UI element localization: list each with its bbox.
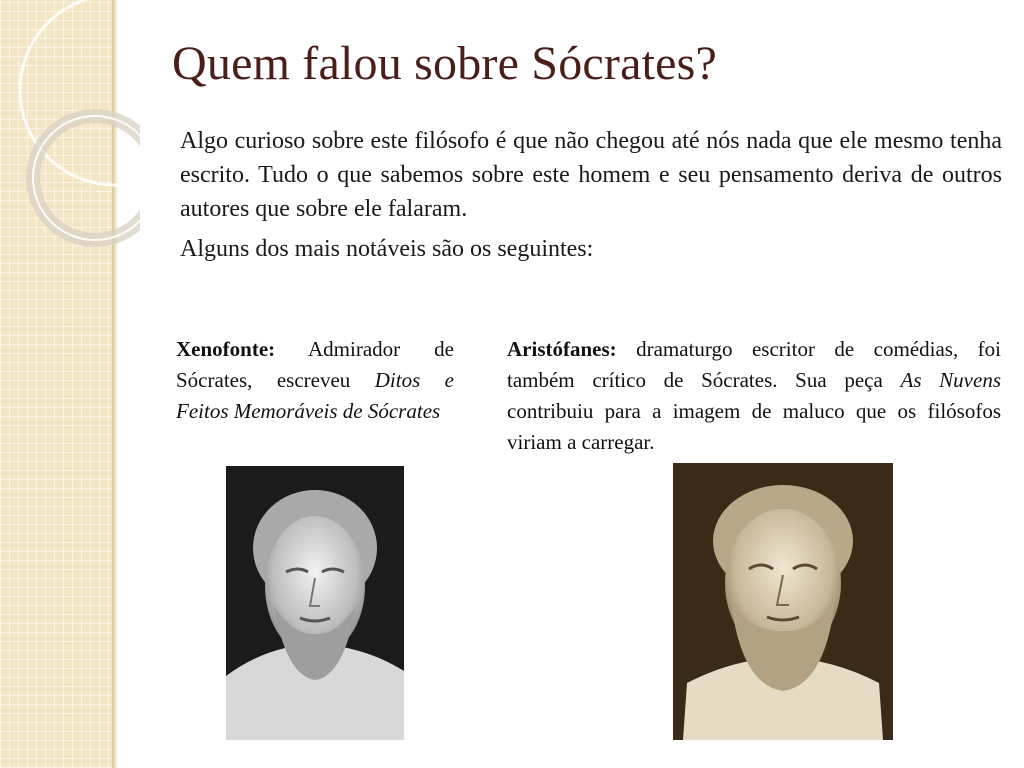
intro-paragraph: Algo curioso sobre este filósofo é que não chegou até nós nada que ele mesmo tenha escrito. Tudo o que sabemos sobre este homem e seu pensamento deriva de outros autores que sobre ele falaram. <box>180 128 1002 222</box>
aristofanes-bust-image <box>673 463 893 740</box>
aristofanes-text-after: contribuiu para a imagem de maluco que os filósofos viriam a carregar. <box>507 399 1001 454</box>
xenofonte-description <box>176 334 454 427</box>
aristofanes-name: Aristófanes: <box>507 337 617 361</box>
decorative-rings <box>0 0 140 260</box>
aristofanes-text-before: dramaturgo escritor de comédias, foi também crítico de Sócrates. Sua peça <box>507 337 1001 392</box>
xenofonte-text: Admirador de Sócrates, escreveu <box>176 337 454 392</box>
aristofanes-work-title: As Nuvens <box>900 368 1001 392</box>
aristofanes-description <box>507 334 1001 458</box>
intro-lead-in: Alguns dos mais notáveis são os seguintes: <box>180 236 594 262</box>
xenofonte-bust-image <box>226 466 404 740</box>
intro-text <box>180 124 1002 266</box>
slide-title: Quem falou sobre Sócrates? <box>172 37 718 90</box>
xenofonte-work-title: Ditos e Feitos Memoráveis de Sócrates <box>176 368 455 423</box>
xenofonte-name: Xenofonte: <box>176 337 276 361</box>
